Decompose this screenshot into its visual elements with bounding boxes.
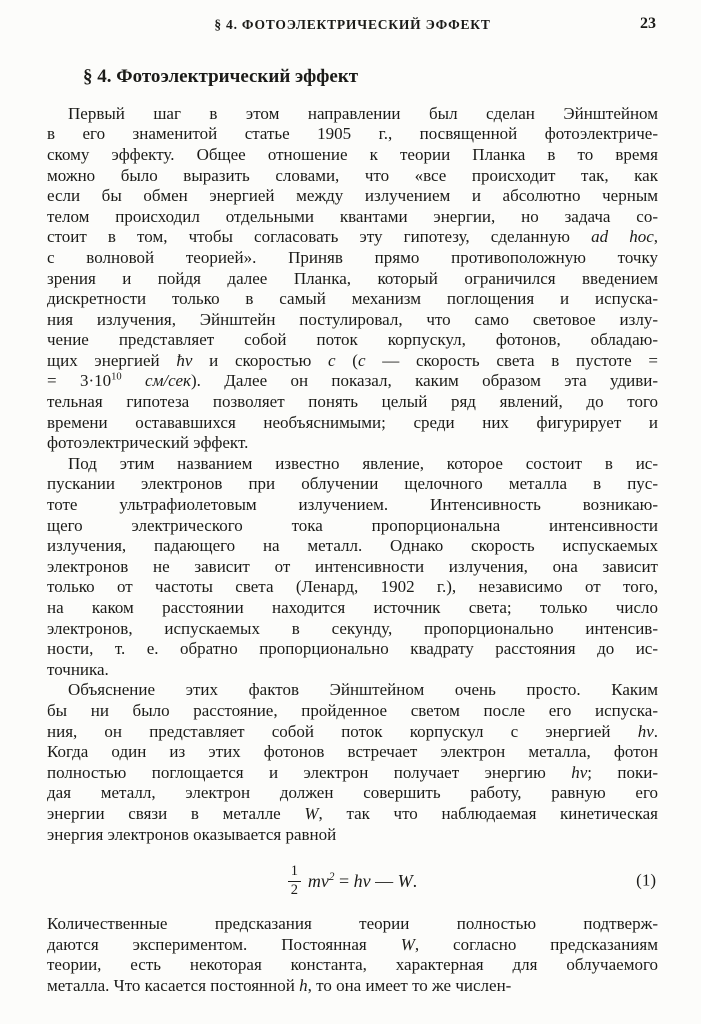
text-line: ности, т. е. обратно пропорционально квадрату расстояния до ис- <box>47 639 658 659</box>
paragraph-after-equation <box>47 914 658 996</box>
fraction-denominator: 2 <box>290 881 298 898</box>
text-line: стоит в том, чтобы согласовать эту гипотезу, сделанную ad hoc, <box>47 227 659 247</box>
text-line: скому эффекту. Общее отношение к теории Планка в то время <box>47 144 658 164</box>
paragraph <box>47 914 658 996</box>
page-number: 23 <box>640 15 656 32</box>
text-line: электронов не зависит от интенсивности излучения, она зависит <box>47 556 658 576</box>
text-line: фотоэлектрический эффект. <box>47 433 249 453</box>
text-line: тельная гипотеза позволяет понять целый ряд явлений, до того <box>47 392 658 412</box>
text-line: бы ни было расстояние, пройденное светом после его испуска- <box>47 700 658 720</box>
text-line: только от частоты света (Ленард, 1902 г.), независимо от того, <box>47 577 658 597</box>
text-line: на каком расстоянии находится источник света; только число <box>47 598 658 618</box>
text-line: можно было выразить словами, что «все происходит так, как <box>47 165 658 185</box>
text-line: щего электрического тока пропорциональна интенсивности <box>47 515 658 535</box>
running-head-title: § 4. ФОТОЭЛЕКТРИЧЕСКИЙ ЭФФЕКТ <box>214 17 491 32</box>
text-line: излучения, падающего на металл. Однако скорость испускаемых <box>47 536 658 556</box>
text-line: = $3\cdot 10^{10}$ см/сек). Далее он показал, каким образом эта удиви- <box>47 371 659 391</box>
text-line: Когда один из этих фотонов встречает электрон металла, фотон <box>47 742 658 762</box>
text-line: ния излучения, Эйнштейн постулировал, что само световое излу- <box>47 309 658 329</box>
paragraph <box>47 680 658 845</box>
running-head <box>47 17 658 39</box>
equation-number: (1) <box>636 870 656 890</box>
page-body <box>47 104 658 997</box>
text-line: если бы обмен энергией между излучением и абсолютно черным <box>47 186 658 206</box>
text-line: Под этим названием известно явление, которое состоит в ис- <box>68 453 658 473</box>
section-heading: § 4. Фотоэлектрический эффект <box>83 66 359 87</box>
text-line: ния, он представляет собой поток корпускул с энергией hν. <box>47 721 658 741</box>
text-line: Количественные предсказания теории полностью подтверж- <box>47 914 658 934</box>
fraction <box>288 864 301 897</box>
text-line: в его знаменитой статье 1905 г., посвященной фотоэлектриче- <box>47 124 658 144</box>
equation-body <box>288 864 417 897</box>
text-line: теории, есть некоторая константа, характерная для облучаемого <box>47 955 658 975</box>
text-line: точника. <box>47 659 109 679</box>
text-line: даются экспериментом. Постоянная W, согласно предсказаниям <box>47 934 658 954</box>
text-line: электронов, испускаемых в секунду, пропорционально интенсив- <box>47 618 658 638</box>
text-line: с волновой теорией». Приняв прямо противоположную точку <box>47 247 658 267</box>
text-line: щих энергией ħν и скоростью c (c — скорость света в пустоте = <box>47 350 658 370</box>
text-line: энергия электронов оказывается равной <box>47 824 337 844</box>
equation <box>47 858 658 904</box>
text-line: пускании электронов при облучении щелочного металла в пус- <box>47 474 658 494</box>
equation-expression: $mv^2 = h\nu$ — W. <box>307 870 418 891</box>
text-line: чение представляет собой поток корпускул, фотонов, обладаю- <box>47 330 658 350</box>
text-line: металла. Что касается постоянной h, то она имеет то же числен- <box>47 975 512 995</box>
paragraph <box>47 454 658 681</box>
paragraph <box>47 104 658 454</box>
text-line: зрения и пойдя далее Планка, который ограничился введением <box>47 268 658 288</box>
text-line: телом происходил отдельными квантами энергии, но задача со- <box>47 206 658 226</box>
text-line: дискретности только в самый механизм поглощения и испуска- <box>47 289 658 309</box>
text-line: Первый шаг в этом направлении был сделан Эйнштейном <box>68 103 658 123</box>
text-line: Объяснение этих фактов Эйнштейном очень просто. Каким <box>68 680 658 700</box>
text-line: энергии связи в металле W, так что наблюдаемая кинетическая <box>47 803 658 823</box>
text-line: полностью поглощается и электрон получает энергию hν; поки- <box>47 762 659 782</box>
text-line: тоте ультрафиолетовым излучением. Интенсивность возникаю- <box>47 495 658 515</box>
paragraphs-before-equation <box>47 104 658 845</box>
fraction-numerator: 1 <box>290 863 298 880</box>
text-line: времени остававшихся необъяснимыми; среди них фигурирует и <box>47 412 658 432</box>
text-line: дая металл, электрон должен совершить работу, равную его <box>47 783 658 803</box>
